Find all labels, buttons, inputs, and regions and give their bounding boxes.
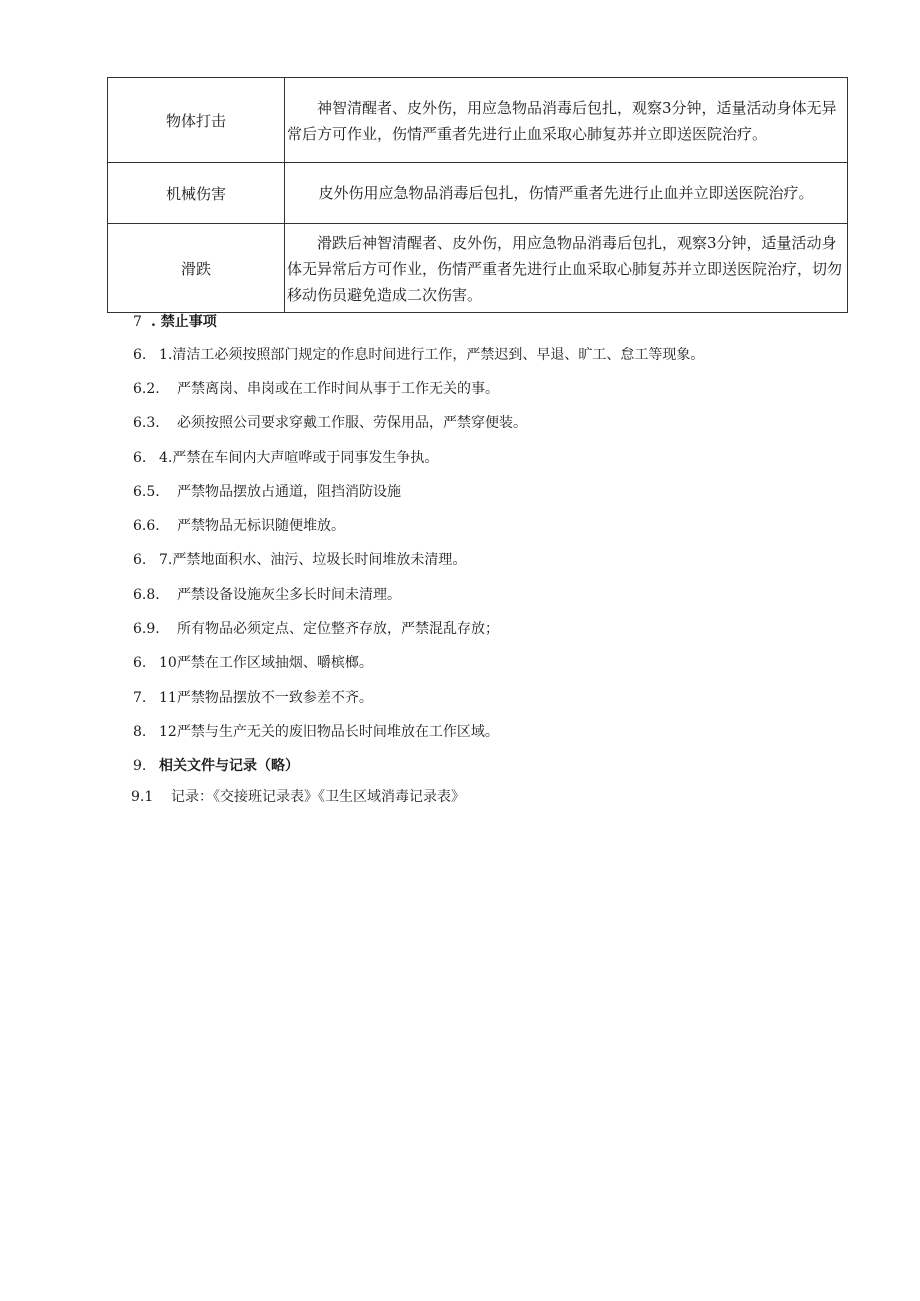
- list-item: [133, 652, 373, 672]
- list-item: [133, 549, 466, 569]
- list-item: [133, 618, 499, 638]
- item-text: 严禁物品无标识随便堆放。: [177, 518, 345, 534]
- item-text: 12严禁与生产无关的废旧物品长时间堆放在工作区域。: [159, 724, 499, 740]
- section-title: 相关文件与记录（略）: [159, 758, 299, 774]
- item-number: 6.3.: [133, 415, 160, 431]
- list-item: [133, 481, 401, 501]
- injury-category: 物体打击: [108, 78, 285, 163]
- item-text: 严禁离岗、串岗或在工作时间从事于工作无关的事。: [177, 381, 499, 397]
- item-text: 所有物品必须定点、定位整齐存放，严禁混乱存放；: [177, 621, 499, 637]
- item-text: 10严禁在工作区域抽烟、嚼槟榔。: [159, 655, 373, 671]
- item-text: 4.严禁在车间内大声喧哗或于同事发生争执。: [159, 450, 439, 466]
- injury-category: 滑跌: [108, 224, 285, 313]
- table-row: [108, 224, 848, 313]
- section-7-heading: [133, 311, 217, 331]
- item-number: 7.: [133, 690, 147, 706]
- injury-action: 皮外伤用应急物品消毒后包扎，伤情严重者先进行止血并立即送医院治疗。: [285, 163, 848, 224]
- item-number: 9.1: [131, 789, 154, 805]
- injury-action: 滑跌后神智清醒者、皮外伤，用应急物品消毒后包扎，观察3分钟，适量活动身体无异常后方可作业，伤情严重者先进行止血采取心肺复苏并立即送医院治疗，切勿移动伤员避免造成二次伤害。: [285, 224, 848, 313]
- section-title: . 禁止事项: [151, 314, 217, 330]
- list-item: [133, 447, 438, 467]
- table-row: [108, 78, 848, 163]
- record-line: [131, 786, 465, 806]
- item-text: 11严禁物品摆放不一致参差不齐。: [159, 690, 373, 706]
- item-number: 6.: [133, 450, 147, 466]
- item-text: 严禁物品摆放占通道，阻挡消防设施: [177, 484, 401, 500]
- section-9-heading: [133, 755, 299, 775]
- list-item: [133, 687, 373, 707]
- item-text: 1.清洁工必须按照部门规定的作息时间进行工作，严禁迟到、早退、旷工、怠工等现象。: [159, 347, 705, 363]
- table-row: [108, 163, 848, 224]
- list-item: [133, 344, 704, 364]
- list-item: [133, 515, 345, 535]
- section-number: 9.: [133, 758, 147, 774]
- list-item: [133, 378, 499, 398]
- item-number: 6.: [133, 347, 147, 363]
- item-number: 8.: [133, 724, 147, 740]
- injury-response-table: [107, 77, 848, 313]
- injury-category: 机械伤害: [108, 163, 285, 224]
- injury-action: 神智清醒者、皮外伤，用应急物品消毒后包扎，观察3分钟，适量活动身体无异常后方可作业，伤情严重者先进行止血采取心肺复苏并立即送医院治疗。: [285, 78, 848, 163]
- item-number: 6.: [133, 552, 147, 568]
- item-number: 6.5.: [133, 484, 160, 500]
- item-text: 必须按照公司要求穿戴工作服、劳保用品，严禁穿便装。: [177, 415, 527, 431]
- record-text: 记录：《交接班记录表》《卫生区域消毒记录表》: [171, 789, 465, 805]
- list-item: [133, 412, 527, 432]
- item-number: 6.9.: [133, 621, 160, 637]
- section-number: 7: [133, 314, 142, 330]
- item-number: 6.6.: [133, 518, 160, 534]
- item-number: 6.8.: [133, 587, 160, 603]
- list-item: [133, 584, 401, 604]
- item-number: 6.: [133, 655, 147, 671]
- item-text: 严禁设备设施灰尘多长时间未清理。: [177, 587, 401, 603]
- list-item: [133, 721, 499, 741]
- item-number: 6.2.: [133, 381, 160, 397]
- item-text: 7.严禁地面积水、油污、垃圾长时间堆放未清理。: [159, 552, 467, 568]
